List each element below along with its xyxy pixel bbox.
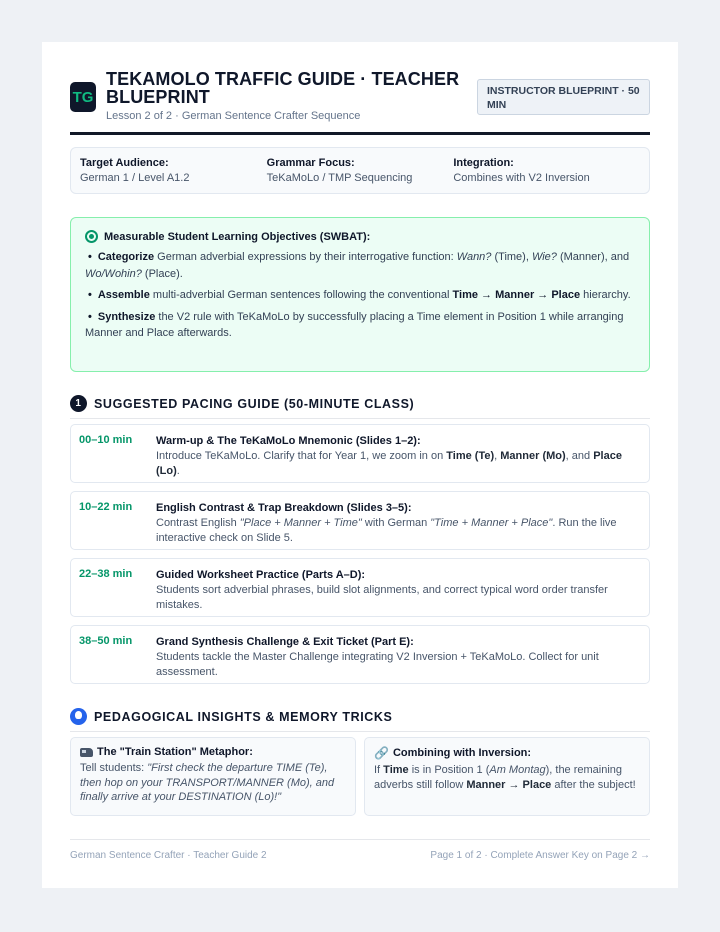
pacing-emphasis: Time (Te) [446, 450, 495, 462]
card-title-text: Combining with Inversion: [392, 747, 532, 759]
pacing-heading-text: SUGGESTED PACING GUIDE (50-MINUTE CLASS) [94, 396, 415, 411]
insight-card-inversion [364, 737, 650, 816]
pacing-text-part: . Run the live interactive check on Slide 5. [156, 517, 617, 544]
meta-label: Grammar Focus: [266, 157, 355, 169]
pacing-text: Students tackle the Master Challenge integrating V2 Inversion + TeKaMoLo. Collect for unit assessment. [156, 651, 599, 678]
card-quote: "First check the departure TIME (Te), then hop on your TRANSPORT/MANNER (Mo), and finally arrive at your DESTINATION (Lo)!" [80, 762, 335, 803]
pacing-title: English Contrast & Trap Breakdown (Slides 3–5): [156, 502, 412, 514]
section-number: 1 [70, 395, 87, 412]
objectives-heading [85, 230, 635, 243]
pacing-row [70, 625, 650, 684]
meta-integration [453, 156, 640, 193]
pacing-row [70, 491, 650, 550]
train-icon [80, 748, 93, 757]
pacing-text-part: Contrast English [156, 517, 240, 529]
objective-emphasis: Time → Manner → Place [452, 289, 581, 301]
meta-target-audience [80, 156, 267, 193]
footer-right: Page 1 of 2 · Complete Answer Key on Page 2 → [430, 850, 650, 861]
objective-text: (Manner), and [556, 251, 630, 263]
pacing-text-part: . [176, 465, 180, 477]
footer-left: German Sentence Crafter · Teacher Guide 2 [70, 850, 267, 861]
pacing-row [70, 558, 650, 617]
pacing-text-part: Introduce TeKaMoLo. Clarify that for Year 1, we zoom in on [156, 450, 447, 462]
pacing-time: 38–50 min [79, 635, 133, 647]
pacing-text [156, 449, 639, 479]
pacing-emphasis: Manner (Mo) [500, 450, 566, 462]
page-subtitle: Lesson 2 of 2 · German Sentence Crafter Sequence [106, 110, 361, 122]
objective-text: (Time), [491, 251, 532, 263]
meta-value: TeKaMoLo / TMP Sequencing [266, 172, 413, 184]
footer [70, 839, 650, 861]
pacing-time: 10–22 min [79, 501, 133, 513]
objective-item: • Categorize German adverbial expressions by their interrogative function: Wann? (Time), Wie? (Manner), and Wo/Wohin? (Place). [85, 251, 630, 280]
pacing-quote: "Place + Manner + Time" [239, 517, 362, 529]
pacing-section-heading [70, 395, 650, 419]
card-text-part: ), the remaining adverbs still follow [374, 764, 623, 791]
meta-label: Target Audience: [80, 157, 169, 169]
pacing-time: 00–10 min [79, 434, 133, 446]
pacing-emphasis: Place (Lo) [156, 450, 622, 477]
objective-question: Wie? [531, 251, 557, 263]
meta-value: German 1 / Level A1.2 [80, 172, 190, 184]
pacing-text-part: with German [361, 517, 431, 529]
card-text [80, 761, 346, 805]
pacing-title: Guided Worksheet Practice (Parts A–D): [156, 569, 366, 581]
pacing-quote: "Time + Manner + Place" [430, 517, 553, 529]
instructor-badge: INSTRUCTOR BLUEPRINT · 50 MIN [477, 79, 650, 115]
page-title: TEKAMOLO TRAFFIC GUIDE · TEACHER BLUEPRINT [106, 69, 460, 107]
pacing-row [70, 424, 650, 483]
meta-grammar-focus [267, 156, 454, 193]
card-emphasis: Time [383, 764, 409, 776]
pacing-text-part: , and [565, 450, 594, 462]
card-quote: Am Montag [489, 764, 546, 776]
card-emphasis: Manner → Place [466, 778, 552, 791]
pacing-text-part: , [494, 450, 501, 462]
objective-verb: Synthesize [97, 310, 156, 323]
objectives-box [70, 217, 650, 372]
pacing-title: Grand Synthesis Challenge & Exit Ticket (Part E): [156, 636, 414, 648]
card-text-part: after the subject! [551, 778, 636, 791]
card-text-part: is in Position 1 ( [408, 764, 490, 776]
pacing-text [156, 516, 639, 546]
card-title-text: The "Train Station" Metaphor: [97, 746, 253, 758]
card-text [374, 763, 640, 792]
pacing-time: 22–38 min [79, 568, 133, 580]
logo: TG [70, 82, 96, 112]
target-icon [85, 230, 98, 243]
card-title [374, 746, 640, 760]
objective-item: • Synthesize the V2 rule with TeKaMoLo by successfully placing a Time element in Position 1 while arranging Manner and Place afterwards. [85, 310, 624, 339]
lightbulb-icon [70, 708, 87, 725]
card-text-part: Tell students: [80, 762, 148, 774]
objective-text: the V2 rule with TeKaMoLo by successfully placing a Time element in Position 1 while arranging Manner and Place afterwards. [85, 310, 624, 339]
header [70, 42, 650, 135]
insight-card-train-station [70, 737, 356, 816]
link-icon: 🔗 [374, 746, 389, 760]
objective-text: German adverbial expressions by their interrogative function: [154, 251, 457, 263]
meta-label: Integration: [453, 157, 514, 169]
objective-verb: Categorize [97, 251, 155, 263]
meta-value: Combines with V2 Inversion [453, 172, 590, 184]
objective-verb: Assemble [97, 289, 150, 301]
objective-text: (Place). [141, 267, 183, 280]
objective-text: hierarchy. [580, 289, 631, 301]
objective-question: Wo/Wohin? [85, 267, 142, 280]
objective-text: multi-adverbial German sentences following the conventional [149, 289, 453, 301]
pacing-title: Warm-up & The TeKaMoLo Mnemonic (Slides 1–2): [156, 435, 421, 447]
insights-heading-text: PEDAGOGICAL INSIGHTS & MEMORY TRICKS [94, 709, 393, 724]
objective-item: • Assemble multi-adverbial German sentences following the conventional Time → Manner → Place hierarchy. [88, 289, 631, 301]
objectives-heading-text: Measurable Student Learning Objectives (SWBAT): [104, 230, 371, 243]
card-title [80, 746, 346, 758]
insights-section-heading [70, 708, 650, 732]
card-text-part: If [374, 764, 384, 776]
objective-question: Wann? [456, 251, 492, 263]
pacing-text: Students sort adverbial phrases, build slot alignments, and correct typical word order transfer mistakes. [156, 584, 608, 611]
meta-info-box [70, 147, 650, 194]
